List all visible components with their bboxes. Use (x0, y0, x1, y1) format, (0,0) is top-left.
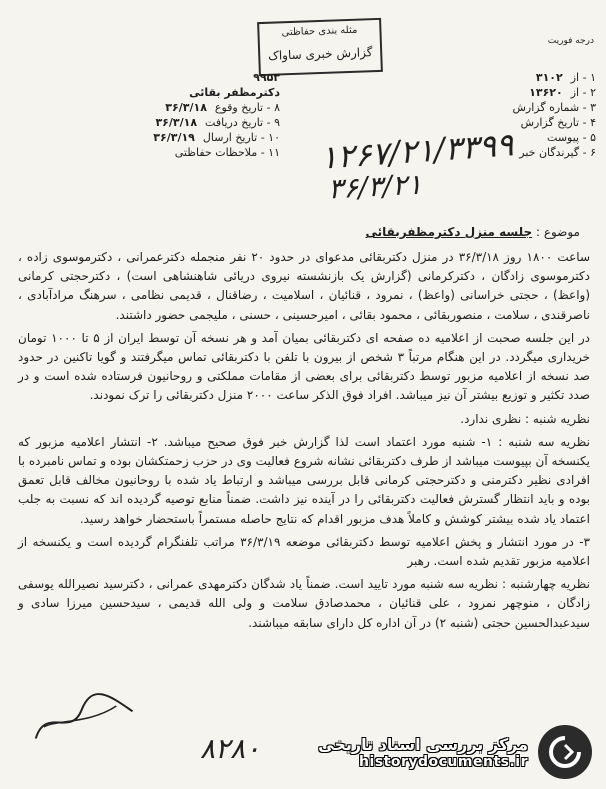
watermark-en: historydocuments.ir (359, 753, 528, 770)
header-right-row: ۴ - تاریخ گزارش (520, 116, 596, 129)
archive-watermark (318, 725, 592, 779)
body-paragraph: ساعت ۱۸۰۰ روز ۳۶/۳/۱۸ در منزل دکتربقائی مدعوای در حدود ۲۰ نفر منجمله دکترعمرانی ، دکترموسوی زاده ، دکترموسوی زادگان ، دکترکرمانی (گزارش یک بازنشسته نیروی دریائی شاهنشاهی است) ، دکترحجتی کرمانی (واعظ) ، حجتی خراسانی (واعظ) ، نمرود ، قنائیان ، اسلامیت ، رضاقنال ، قدیمی نظامی ، سرهنگ مرادآبادی ، ناصرقندی ، سلامت ، منصوربقائی ، محمود بقائی ، امیرحسینی ، حسنی ، ملیجمی حضور داشتند. (18, 250, 590, 322)
header-right-row: ۳ - شماره گزارش (512, 101, 596, 114)
signature-scribble (24, 681, 141, 749)
header-left-row: دکترمظفر بقائی (189, 86, 280, 99)
subject-line: موضوع : جلسه منزل دکترمظفربقائی (365, 225, 580, 239)
watermark-text (318, 735, 528, 770)
section-paragraph: نظریه چهارشنبه : نظریه سه شنبه مورد تایید است. ضمناً یاد شدگان دکترمهدی عمرانی ، دکترسید نصیرالله یوسفی زادگان ، منوچهر نمرود ، علی قنائیان ، محمدصادق سلامت و ولی الله قدیمی ، سیدحسین میرزا سادی و سیدعبدالحسین حجتی (شنبه ۲) در آن اداره کل دارای سابقه میباشند. (18, 577, 590, 630)
header-right-row: ۶ - گیرندگان خبر (519, 146, 596, 159)
header-right-row: ۲ - از ۱۳۶۲۰ (529, 86, 596, 99)
stamp-text: گزارش خبری ساواک (267, 45, 373, 63)
report-body (18, 248, 590, 637)
signature (24, 681, 142, 756)
header-left-row: ۱۱ - ملاحظات حفاظتی (174, 146, 280, 159)
header-right-row: ۱ - از ۳۱۰۲ (535, 71, 596, 84)
archive-logo-icon (538, 725, 592, 779)
handwritten-number: ۸۲۸۰ (200, 732, 261, 765)
handwritten-date: ۳۶/۳/۲۱ (327, 167, 423, 206)
header-left-row: ۱۰ - تاریخ ارسال ۳۶/۳/۱۹ (153, 131, 280, 144)
subject-label: موضوع (543, 225, 580, 239)
stamp-title: مثله بندی حفاظتی (281, 24, 358, 39)
body-paragraph: در این جلسه صحبت از اعلامیه ده صفحه ای دکتربقائی بمیان آمد و هر نسخه آن توسط ایران از ۵ تا ۱۰۰۰ تومان خریداری میگردد. در این هنگام مرتباً ۳ شخص از بیرون با تلفن با دکتربقائی تماس میگرفتند و گویا تاکنین در حدود صد نسخه از اعلامیه مزبور توسط دکتربقائی برای بعضی از مقامات مملکتی و روحانیون فرستاده شده است و در صدد تکثیر و توزیع بیشتر آن نیز میباشد. افراد فوق الذکر ساعت ۲۰۰۰ منزل دکتربقائی را ترک نمودند. (18, 330, 590, 403)
watermark-fa: مرکز بررسی اسناد تاریخی (318, 734, 528, 754)
header-left-row: ۹۹۵۳ (253, 71, 280, 84)
header-left (20, 70, 280, 160)
header-left-row: ۹ - تاریخ دریافت ۳۶/۳/۱۸ (155, 116, 280, 129)
section-paragraph: ۳- در مورد انتشار و پخش اعلامیه توسط دکتربقائی موضعه ۳۶/۳/۱۹ مراتب تلفنگرام گردیده است و یکنسخه از اعلامیه مزبور تقدیم شده است. رهبر (18, 534, 590, 569)
classification-stamp (257, 18, 383, 76)
header-left-row: ۸ - تاریخ وقوع ۳۶/۳/۱۸ (165, 101, 280, 114)
subject-value: جلسه منزل دکترمظفربقائی (365, 225, 533, 239)
section-paragraph: نظریه شنبه : نظری ندارد. (460, 411, 590, 426)
header-right-row: ۵ - پیوست (547, 131, 596, 144)
section-paragraph: نظریه سه شنبه : ۱- شنبه مورد اعتماد است لذا گزارش خبر فوق صحیح میباشد. ۲- انتشار اعلامیه مزبور که یکنسخه آن بپیوست میباشد از طرف دکتربقائی نشانه شروع فعالیت وی در حزب زحمتکشان بوده و تماس نامبرده با افرادی نظیر دکترمنی و دکترحجتی کرمانی قابل بررسی میباشد و ارتباط یاد شده با روحانیون مخالف قابل تعمق بوده و باید انتظار گسترش فعالیت دکتربقائی را در آینده نیز داشت. ضمناً منابع توصیه گردیده اند که نسبت به جلب اعتماد یاد شده بیشتر کوشش و کاملاً هدف مزبور اقدام که نتایج حاصله مستمراً باستحضار خواهد رسید. (18, 434, 590, 526)
urgency-label: درجه فوریت (547, 36, 594, 46)
handwritten-reference: ۱۲۶۷/۲۱/۳۳۹۹ (318, 125, 515, 177)
